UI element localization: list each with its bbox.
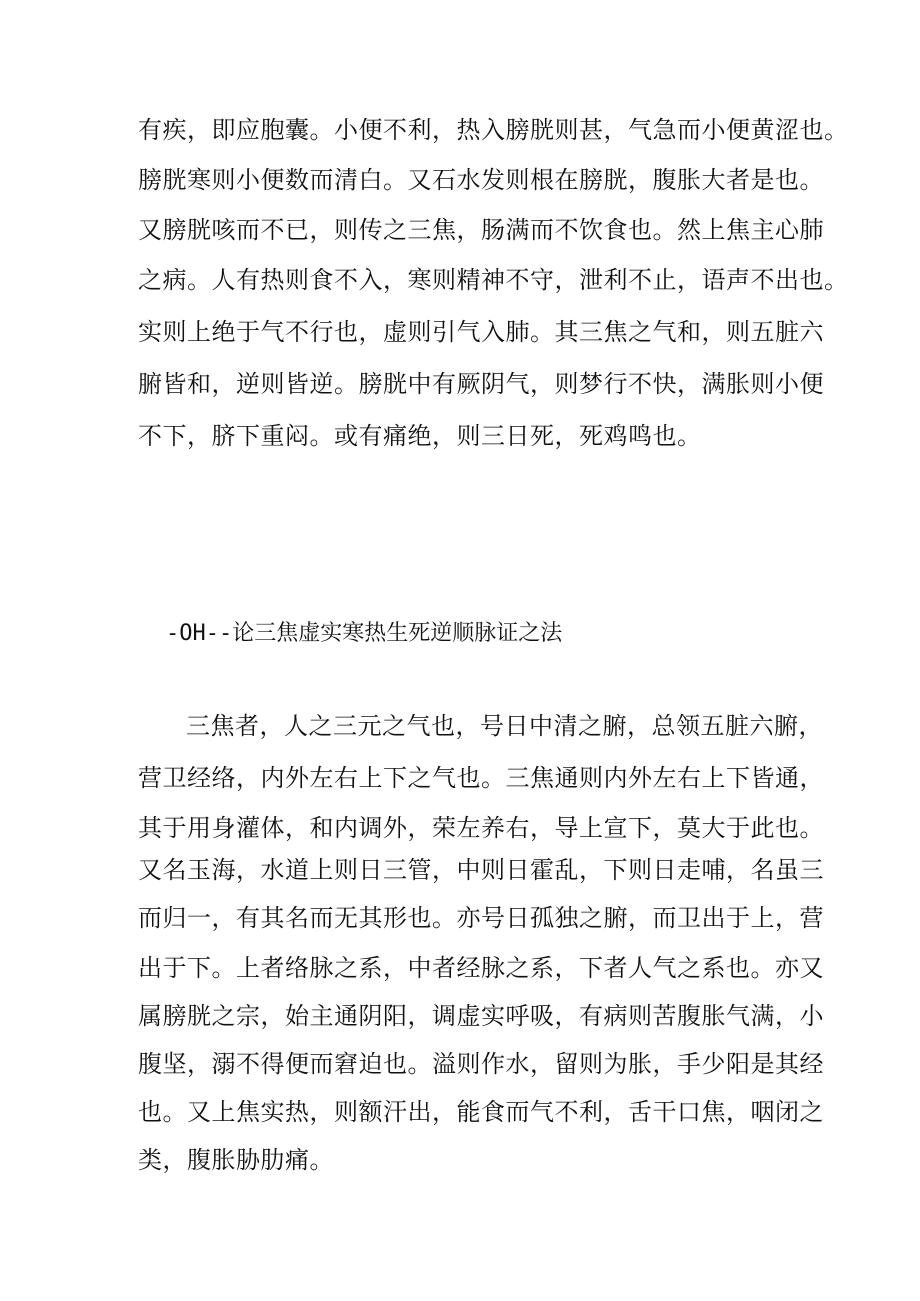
text-line: 三焦者，人之三元之气也，号日中清之腑，总领五脏六腑， (186, 712, 823, 740)
text-line: 有疾，即应胞囊。小便不利，热入膀胱则甚，气急而小便黄涩也。 (138, 116, 849, 144)
text-line: 也。又上焦实热，则额汗出，能食而气不利，舌干口焦，咽闭之 (138, 1098, 824, 1126)
text-line: 实则上绝于气不行也，虚则引气入肺。其三焦之气和，则五脏六 (138, 318, 824, 346)
text-line: 腹坚，溺不得便而窘迫也。溢则作水，留则为胀，手少阳是其经 (138, 1050, 824, 1078)
text-line: 出于下。上者络脉之系，中者经脉之系，下者人气之系也。亦又 (138, 954, 824, 982)
text-line: 腑皆和，逆则皆逆。膀胱中有厥阴气，则梦行不快，满胀则小便 (138, 370, 824, 398)
text-line: 而归一，有其名而无其形也。亦号日孤独之腑，而卫出于上，营 (138, 904, 824, 932)
section-heading: -OH--论三焦虚实寒热生死逆顺脉证之法 (166, 621, 563, 646)
text-line: 又名玉海，水道上则日三管，中则日霍乱，下则日走哺，名虽三 (138, 856, 824, 884)
text-line: 类，腹胀胁肋痛。 (138, 1146, 334, 1174)
text-line: 营卫经络，内外左右上下之气也。三焦通则内外左右上下皆通， (138, 764, 824, 792)
text-line: 不下，脐下重闷。或有痛绝，则三日死，死鸡鸣也。 (138, 422, 702, 450)
text-line: 之病。人有热则食不入，寒则精神不守，泄利不止，语声不出也。 (138, 266, 849, 294)
text-line: 又膀胱咳而不已，则传之三焦，肠满而不饮食也。然上焦主心肺 (138, 216, 824, 244)
text-line: 膀胱寒则小便数而清白。又石水发则根在膀胱，腹胀大者是也。 (138, 166, 824, 194)
text-line: 其于用身灌体，和内调外，荣左养右，导上宣下，莫大于此也。 (138, 814, 824, 842)
text-line: 属膀胱之宗，始主通阴阳，调虚实呼吸，有病则苦腹胀气满，小 (138, 1002, 824, 1030)
